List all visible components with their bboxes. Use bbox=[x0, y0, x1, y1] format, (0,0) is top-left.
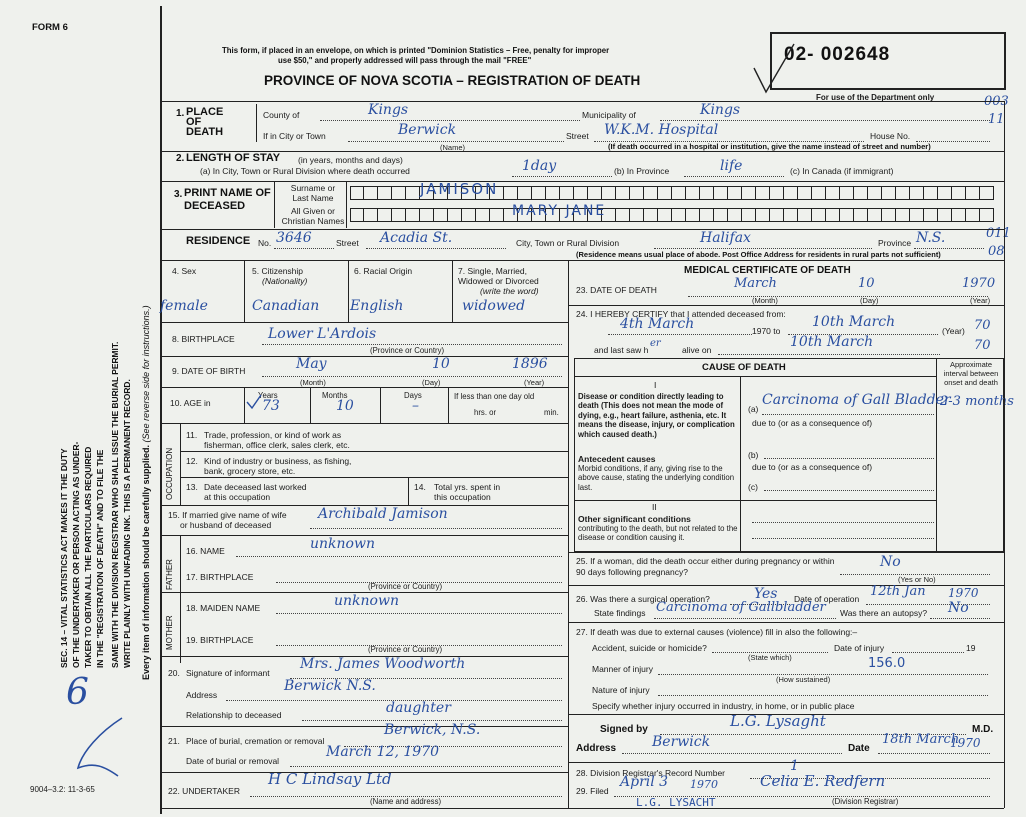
letter-cell bbox=[588, 186, 602, 200]
letter-cell bbox=[826, 186, 840, 200]
place-of-death-label: PLACE OF DEATH bbox=[186, 106, 224, 138]
envelope-note-1: This form, if placed in an envelope, on which is printed "Dominion Statistics – Free, penalty for improper bbox=[222, 46, 610, 55]
letter-cell bbox=[938, 186, 952, 200]
form-title: PROVINCE OF NOVA SCOTIA – REGISTRATION OF DEATH bbox=[264, 73, 641, 88]
stay-city-value: 1day bbox=[522, 158, 557, 174]
letter-cell bbox=[476, 208, 490, 222]
age-months: 10 bbox=[336, 398, 354, 414]
letter-cell bbox=[686, 208, 700, 222]
letter-cell bbox=[868, 208, 882, 222]
check-mark-icon bbox=[750, 40, 800, 100]
letter-cell bbox=[882, 208, 896, 222]
surname-value: JAMISON bbox=[420, 180, 499, 198]
racial-origin-value: English bbox=[350, 298, 404, 314]
spouse-name: Archibald Jamison bbox=[318, 506, 448, 522]
hospital-value: W.K.M. Hospital bbox=[604, 122, 719, 138]
letter-cell bbox=[742, 186, 756, 200]
letter-cell bbox=[602, 186, 616, 200]
letter-cell bbox=[658, 208, 672, 222]
letter-cell bbox=[364, 186, 378, 200]
death-month: March bbox=[734, 276, 777, 291]
pregnancy-value: No bbox=[880, 554, 901, 570]
letter-cell bbox=[924, 186, 938, 200]
dept-code-2: 11 bbox=[988, 112, 1005, 127]
marital-status-value: widowed bbox=[462, 298, 526, 314]
surgery-value: Yes bbox=[754, 586, 778, 602]
given-cells bbox=[350, 208, 994, 222]
form-code: 9004–3.2: 11-3-65 bbox=[30, 785, 95, 794]
letter-cell bbox=[868, 186, 882, 200]
letter-cell bbox=[714, 186, 728, 200]
letter-cell bbox=[840, 186, 854, 200]
birth-year: 1896 bbox=[512, 356, 548, 372]
letter-cell bbox=[672, 186, 686, 200]
letter-cell bbox=[462, 208, 476, 222]
dept-code-1: 003 bbox=[984, 94, 1009, 109]
letter-cell bbox=[392, 186, 406, 200]
letter-cell bbox=[742, 208, 756, 222]
burial-date: March 12, 1970 bbox=[326, 744, 440, 760]
residence-number: 3646 bbox=[276, 230, 312, 246]
autopsy-value: No bbox=[948, 600, 969, 616]
letter-cell bbox=[350, 186, 364, 200]
letter-cell bbox=[448, 208, 462, 222]
birthplace-value: Lower L'Ardois bbox=[268, 326, 377, 342]
envelope-note-2: use $50," and properly addressed will pass through the mail "FREE" bbox=[278, 56, 532, 65]
letter-cell bbox=[952, 186, 966, 200]
undertaker-value: H C Lindsay Ltd bbox=[268, 770, 392, 788]
letter-cell bbox=[952, 208, 966, 222]
informant-address: Berwick N.S. bbox=[284, 678, 376, 694]
informant-relationship: daughter bbox=[386, 700, 451, 716]
letter-cell bbox=[504, 186, 518, 200]
death-year: 1970 bbox=[962, 276, 996, 291]
letter-cell bbox=[784, 208, 798, 222]
county-value: Kings bbox=[368, 102, 409, 118]
letter-cell bbox=[546, 186, 560, 200]
mother-maiden-name: unknown bbox=[334, 593, 399, 609]
cause-a-value: Carcinoma of Gall Bladder bbox=[762, 392, 951, 408]
death-day: 10 bbox=[858, 276, 875, 291]
mother-side-label: MOTHER bbox=[165, 615, 174, 650]
letter-cell bbox=[910, 208, 924, 222]
certificate-date: 18th March bbox=[882, 732, 960, 747]
letter-cell bbox=[616, 186, 630, 200]
letter-cell bbox=[392, 208, 406, 222]
letter-cell bbox=[980, 208, 994, 222]
letter-cell bbox=[910, 186, 924, 200]
surgery-findings: Carcinoma of Gallbladder bbox=[656, 600, 826, 615]
medical-certificate-title: MEDICAL CERTIFICATE OF DEATH bbox=[684, 265, 851, 276]
letter-cell bbox=[490, 208, 504, 222]
citizenship-value: Canadian bbox=[252, 298, 320, 314]
last-seen-year: 70 bbox=[974, 338, 991, 353]
city-value: Berwick bbox=[398, 122, 457, 138]
letter-cell bbox=[518, 186, 532, 200]
age-days: – bbox=[412, 398, 419, 414]
letter-cell bbox=[854, 186, 868, 200]
letter-cell bbox=[770, 208, 784, 222]
letter-cell bbox=[924, 208, 938, 222]
operation-date: 12th Jan bbox=[870, 584, 926, 599]
letter-cell bbox=[728, 186, 742, 200]
disease-description: Disease or condition directly leading to death (This does not mean the mode of dying, e.g., heart failure, asthenia, etc. It means the disease, injury, or complication which caused death.) bbox=[578, 392, 735, 439]
letter-cell bbox=[966, 186, 980, 200]
filed-date: April 3 bbox=[620, 774, 669, 790]
cause-of-death-title: CAUSE OF DEATH bbox=[702, 362, 786, 373]
residence-province: N.S. bbox=[916, 230, 946, 246]
letter-cell bbox=[854, 208, 868, 222]
letter-cell bbox=[840, 208, 854, 222]
sidebar-text: SEC. 14 – VITAL STATISTICS ACT MAKES IT THE DUTY OF THE UNDERTAKER OR PERSON ACTING AS UNDER- TAKER TO OBTAIN ALL THE PARTICULARS REQUIRED IN THE "REGISTRATION OF DEATH" AND TO FILE THE SAME WITH THE DIVISION REGISTRAR WHO SHALL ISSUE THE BURIAL PERMIT. WRITE PLAINLY WITH UNFADING INK. THIS IS A PERMANENT RECORD. bbox=[59, 341, 132, 668]
sex-value: female bbox=[160, 298, 208, 314]
registration-number: 02- 002648 bbox=[784, 44, 891, 65]
letter-cell bbox=[938, 208, 952, 222]
attended-from: 4th March bbox=[620, 316, 695, 332]
letter-cell bbox=[798, 186, 812, 200]
age-check-icon bbox=[244, 392, 264, 412]
letter-cell bbox=[966, 208, 980, 222]
letter-cell bbox=[700, 186, 714, 200]
letter-cell bbox=[658, 186, 672, 200]
form-label: FORM 6 bbox=[32, 22, 68, 33]
letter-cell bbox=[882, 186, 896, 200]
letter-cell bbox=[784, 186, 798, 200]
letter-cell bbox=[644, 208, 658, 222]
father-name: unknown bbox=[310, 536, 375, 552]
letter-cell bbox=[574, 186, 588, 200]
birth-month: May bbox=[296, 356, 327, 372]
municipality-value: Kings bbox=[700, 102, 741, 118]
attended-to: 10th March bbox=[812, 314, 896, 330]
sidebar-divider bbox=[160, 6, 162, 814]
dept-code-3: 011 bbox=[986, 226, 1011, 241]
letter-cell bbox=[350, 208, 364, 222]
letter-cell bbox=[532, 186, 546, 200]
dept-code-4: 08 bbox=[988, 244, 1005, 259]
age-years: 73 bbox=[262, 398, 280, 414]
letter-cell bbox=[434, 208, 448, 222]
father-side-label: FATHER bbox=[165, 559, 174, 590]
letter-cell bbox=[700, 208, 714, 222]
filed-year: 1970 bbox=[690, 778, 718, 791]
margin-mark-icon bbox=[60, 712, 140, 784]
cause-a-interval: 2-3 months bbox=[940, 394, 1014, 409]
occupation-side-label: OCCUPATION bbox=[165, 447, 174, 500]
letter-cell bbox=[630, 186, 644, 200]
letter-cell bbox=[812, 186, 826, 200]
physician-signature: L.G. Lysaght bbox=[730, 712, 826, 730]
length-of-stay-label: LENGTH OF STAY bbox=[186, 152, 281, 164]
letter-cell bbox=[756, 186, 770, 200]
letter-cell bbox=[756, 208, 770, 222]
letter-cell bbox=[378, 208, 392, 222]
letter-cell bbox=[616, 208, 630, 222]
letter-cell bbox=[420, 208, 434, 222]
margin-number: 6 bbox=[66, 672, 89, 713]
sidebar-instruction: Every item of information should be carefully supplied. (See reverse side for instructions.) bbox=[141, 305, 151, 680]
residence-label: RESIDENCE bbox=[186, 235, 251, 247]
last-seen-alive: 10th March bbox=[790, 334, 874, 350]
record-number: 1 bbox=[790, 758, 799, 774]
letter-cell bbox=[644, 186, 658, 200]
letter-cell bbox=[630, 208, 644, 222]
letter-cell bbox=[672, 208, 686, 222]
certificate-year: 1970 bbox=[950, 736, 981, 750]
letter-cell bbox=[980, 186, 994, 200]
residence-street: Acadia St. bbox=[380, 230, 453, 246]
letter-cell bbox=[728, 208, 742, 222]
printed-physician-name: L.G. LYSACHT bbox=[636, 796, 716, 809]
given-names-value: MARY JANE bbox=[512, 203, 607, 219]
letter-cell bbox=[714, 208, 728, 222]
stay-province-value: life bbox=[720, 158, 743, 174]
letter-cell bbox=[378, 186, 392, 200]
letter-cell bbox=[826, 208, 840, 222]
burial-place: Berwick, N.S. bbox=[384, 722, 481, 738]
letter-cell bbox=[812, 208, 826, 222]
print-name-label: PRINT NAME OF DECEASED bbox=[184, 187, 271, 212]
letter-cell bbox=[896, 186, 910, 200]
attended-year: 70 bbox=[974, 318, 991, 333]
letter-cell bbox=[896, 208, 910, 222]
letter-cell bbox=[560, 186, 574, 200]
operation-year: 1970 bbox=[948, 586, 979, 600]
manner-code: 156.0 bbox=[868, 656, 906, 671]
residence-city: Halifax bbox=[700, 230, 751, 246]
birth-day: 10 bbox=[432, 356, 450, 372]
registrar-signature: Celia E. Redfern bbox=[760, 772, 886, 790]
letter-cell bbox=[364, 208, 378, 222]
letter-cell bbox=[406, 186, 420, 200]
letter-cell bbox=[798, 208, 812, 222]
death-registration-form: FORM 6 This form, if placed in an envelope, on which is printed "Dominion Statistics – Free, penalty for improper use $50," and properly addressed will pass through the mail "FREE" PROVINCE OF NOVA SCOTIA – REGISTRATION OF DEATH 02- 002648 For use of the Department only 003 11 011 08 SEC. 14 – VITAL STATISTICS ACT MAKES IT THE DUTY OF THE UNDERTAKER OR PERSON ACTING AS UNDER- TAKER TO OBTAIN ALL THE PARTICULARS REQUIRED IN THE "REGISTRATION OF DEATH" AND TO FILE THE SAME WITH THE DIVISION REGISTRAR WHO SHALL ISSUE THE BURIAL PERMIT. WRITE PLAINLY WITH UNFADING INK. THIS IS A PERMANENT RECORD. Every item of information should be carefully supplied. (See reverse side for instructions.) 6 9004–3.2: 11-3-65 1. PLACE OF DEATH County of Kings Municipality of Kings If in City or Town Berwick (Name) Street W.K.M. Hospital House No. (If death occurred in a hospital or institution, give the name instead of street and number) 2. LENGTH OF STAY (in years, months and days) (a) In City, Town or Rural Division where death occurred 1day (b) In Province life (c) In Canada (if immigrant) 3. PRINT NAME OF DECEASED Surname or Last Name All Given or Christian Names JAMISON MARY JANE RESIDENCE No. 3646 Street Acadia St. City, Town or Rural Division Halifax Province N.S. (Residence means usual place of abode. Post Office Address for residents in rural parts not sufficient) 4. Sex 5. Citizenship (Nationality) 6. Racial Origin 7. Single, Married, Widowed or Divorced (write the word) female Canadian English widowed 8. BIRTHPLACE Lower L'Ardois (Province or Country) 9. DATE OF BIRTH May 10 1896 (Month) (Day) (Year) 10. AGE in Years Months Days 73 10 – If less than one day old hrs. or min. OCCUPATION 11. Trade, profession, or kind of work as fisherman, office clerk, sales clerk, etc. 12. Kind of industry or business, as fishing, bank, grocery store, etc. 13. Date deceased last worked at this occupation 14. Total yrs. spent in this occupation 15. If married give name of wife or husband of deceased Archibald Jamison FATHER 16. NAME unknown 17. BIRTHPLACE (Province or Country) MOTHER 18. MAIDEN NAME unknown 19. BIRTHPLACE (Province or Country) 20. Signature of informant Mrs. James Woodworth Address Berwick N.S. Relationship to deceased daughter 21. Place of burial, cremation or removal Berwick, N.S. Date of burial or removal March 12, 1970 22. UNDERTAKER H C Lindsay Ltd (Name and address) MEDICAL CERTIFICATE OF DEATH 23. DATE OF DEATH March 10 1970 (Month) (Day) (Year) 24. I HEREBY CERTIFY that I attended deceased from: 4th March 1970 to 10th March (Year) 70 and last saw h er alive on 10th March 70 CAUSE OF DEATH Approximate interval between onset and death I Disease or condition directly leading to death (This does not mean the mode of dying, e.g., heart failure, asthenia, etc. It means the disease, injury, or complication which caused death.) (a) Carcinoma of Gall Bladder 2-3 months due to (or as a consequence of) Antecedent causes Morbid conditions, if any, giving rise to the above cause, stating the underlying condition last. (b) due to (or as a consequence of) (c) II Other significant conditions contributing to the death, but not related to the disease or condition causing it. 25. If a woman, did the death occur either during pregnancy or within 90 days following pregnancy? No (Yes or No) 26. Was there a surgical operation? Yes Date of operation 12th Jan 1970 State findings Carcinoma of Gallbladder Was there an autopsy? No 27. If death was due to external causes (violence) fill in also the following:– Accident, suicide or homicide? (State which) Date of injury 19 Manner of injury 156.0 (How sustained) Nature of injury Specify whether injury occurred in industry, in home, or in public place Signed by L.G. Lysaght M.D. Address Berwick Date 18th March 1970 28. Division Registrar's Record Number 1 29. Filed April 3 1970 Celia E. Redfern (Division Registrar) L.G. LYSACHT bbox=[0, 0, 1026, 817]
informant-signature: Mrs. James Woodworth bbox=[300, 656, 466, 672]
physician-address: Berwick bbox=[652, 734, 711, 750]
letter-cell bbox=[406, 208, 420, 222]
dept-use-label: For use of the Department only bbox=[816, 93, 935, 102]
letter-cell bbox=[686, 186, 700, 200]
letter-cell bbox=[770, 186, 784, 200]
